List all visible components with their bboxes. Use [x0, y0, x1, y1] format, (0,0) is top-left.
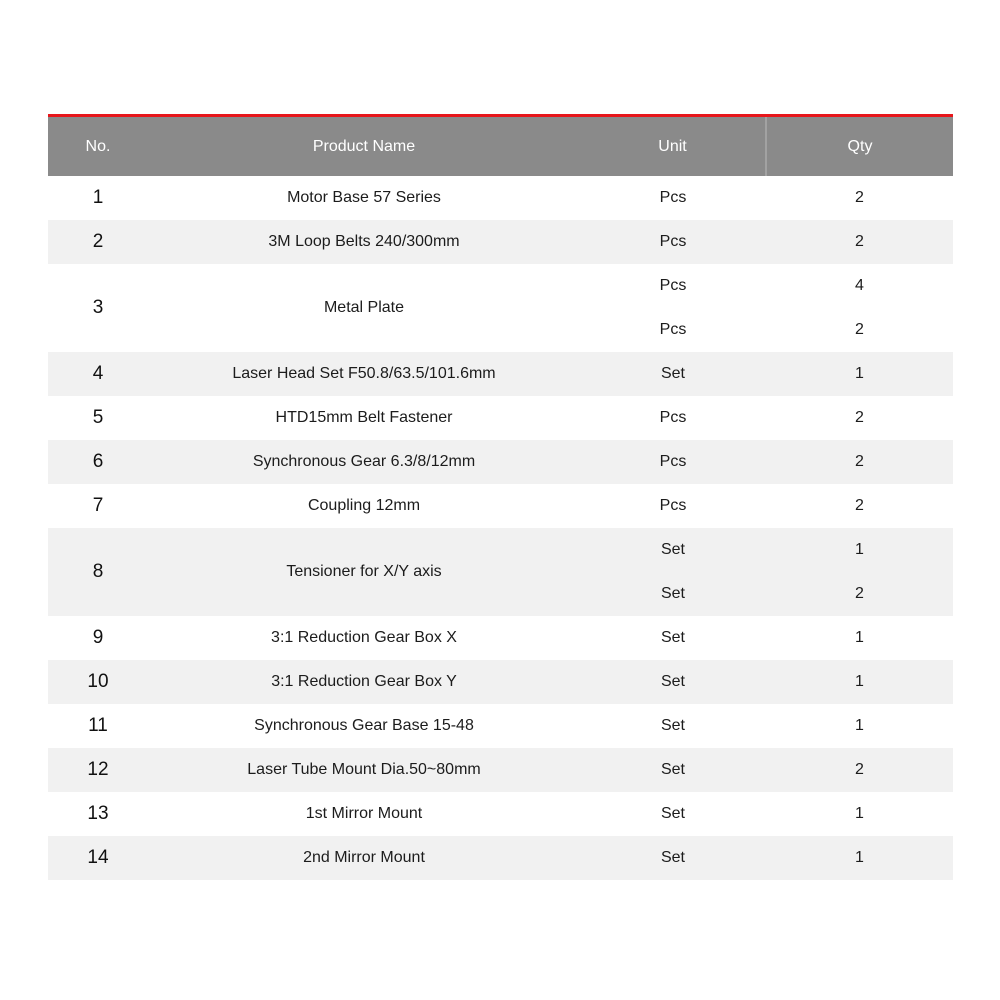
- parts-table: [48, 114, 953, 880]
- cell-no: 9: [48, 616, 148, 660]
- cell-qty: 1: [766, 528, 953, 572]
- cell-qty: 2: [766, 572, 953, 616]
- table-row: [48, 396, 953, 440]
- cell-product-name: Metal Plate: [148, 264, 580, 352]
- table-row: [48, 176, 953, 220]
- cell-unit: Pcs: [580, 264, 766, 308]
- cell-unit: Set: [580, 704, 766, 748]
- table-row: [48, 704, 953, 748]
- cell-unit: Set: [580, 792, 766, 836]
- cell-unit: Pcs: [580, 220, 766, 264]
- cell-product-name: Synchronous Gear 6.3/8/12mm: [148, 440, 580, 484]
- cell-no: 2: [48, 220, 148, 264]
- cell-unit: Set: [580, 616, 766, 660]
- cell-no: 8: [48, 528, 148, 616]
- cell-no: 11: [48, 704, 148, 748]
- column-header-no: No.: [48, 116, 148, 177]
- cell-no: 5: [48, 396, 148, 440]
- cell-qty: 2: [766, 484, 953, 528]
- column-header-qty: Qty: [766, 116, 953, 177]
- cell-product-name: Laser Head Set F50.8/63.5/101.6mm: [148, 352, 580, 396]
- cell-qty: 1: [766, 660, 953, 704]
- cell-product-name: 3M Loop Belts 240/300mm: [148, 220, 580, 264]
- cell-product-name: Motor Base 57 Series: [148, 176, 580, 220]
- table-row: [48, 264, 953, 308]
- cell-unit: Pcs: [580, 484, 766, 528]
- cell-product-name: 3:1 Reduction Gear Box Y: [148, 660, 580, 704]
- cell-product-name: 2nd Mirror Mount: [148, 836, 580, 880]
- cell-qty: 1: [766, 704, 953, 748]
- cell-qty: 1: [766, 792, 953, 836]
- cell-qty: 2: [766, 220, 953, 264]
- cell-no: 7: [48, 484, 148, 528]
- cell-no: 3: [48, 264, 148, 352]
- cell-no: 1: [48, 176, 148, 220]
- cell-product-name: Synchronous Gear Base 15-48: [148, 704, 580, 748]
- table-row: [48, 440, 953, 484]
- table-row: [48, 484, 953, 528]
- cell-no: 10: [48, 660, 148, 704]
- table-header: [48, 116, 953, 177]
- cell-qty: 1: [766, 616, 953, 660]
- cell-no: 6: [48, 440, 148, 484]
- cell-unit: Set: [580, 660, 766, 704]
- cell-unit: Pcs: [580, 308, 766, 352]
- cell-unit: Set: [580, 572, 766, 616]
- cell-qty: 1: [766, 836, 953, 880]
- table-row: [48, 352, 953, 396]
- cell-unit: Set: [580, 836, 766, 880]
- cell-qty: 2: [766, 748, 953, 792]
- table-row: [48, 748, 953, 792]
- header-row: [48, 116, 953, 177]
- cell-unit: Set: [580, 528, 766, 572]
- cell-no: 12: [48, 748, 148, 792]
- cell-product-name: Tensioner for X/Y axis: [148, 528, 580, 616]
- cell-qty: 2: [766, 396, 953, 440]
- cell-unit: Pcs: [580, 396, 766, 440]
- cell-product-name: Coupling 12mm: [148, 484, 580, 528]
- cell-product-name: 1st Mirror Mount: [148, 792, 580, 836]
- cell-product-name: HTD15mm Belt Fastener: [148, 396, 580, 440]
- column-header-product-name: Product Name: [148, 116, 580, 177]
- table-body: [48, 176, 953, 880]
- cell-no: 4: [48, 352, 148, 396]
- table-row: [48, 792, 953, 836]
- table-row: [48, 220, 953, 264]
- column-header-unit: Unit: [580, 116, 766, 177]
- cell-no: 14: [48, 836, 148, 880]
- table-row: [48, 836, 953, 880]
- cell-product-name: Laser Tube Mount Dia.50~80mm: [148, 748, 580, 792]
- cell-qty: 4: [766, 264, 953, 308]
- table-row: [48, 660, 953, 704]
- cell-unit: Pcs: [580, 176, 766, 220]
- cell-no: 13: [48, 792, 148, 836]
- cell-unit: Set: [580, 352, 766, 396]
- cell-unit: Pcs: [580, 440, 766, 484]
- cell-qty: 2: [766, 176, 953, 220]
- cell-qty: 2: [766, 308, 953, 352]
- cell-product-name: 3:1 Reduction Gear Box X: [148, 616, 580, 660]
- table-row: [48, 616, 953, 660]
- cell-qty: 2: [766, 440, 953, 484]
- cell-qty: 1: [766, 352, 953, 396]
- cell-unit: Set: [580, 748, 766, 792]
- table-row: [48, 528, 953, 572]
